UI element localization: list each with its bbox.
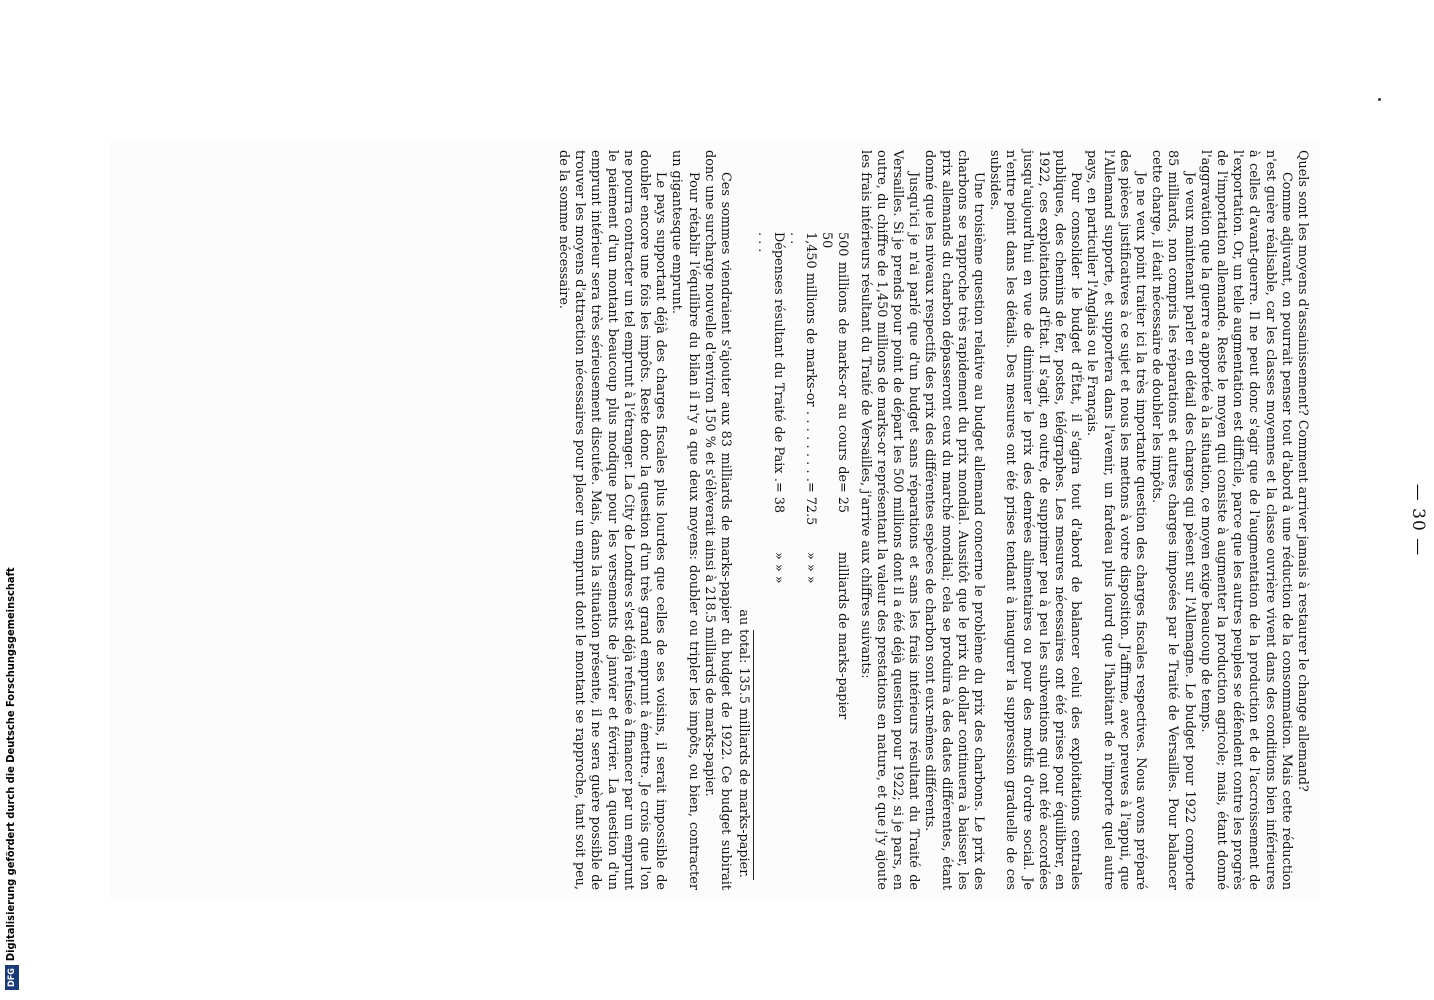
- paragraph: Une troisième question relative au budget allemand concerne le problème du prix des charbons. Le prix des charbons se rapproche très rapidement du prix mondial. Aussitôt que le prix du dollar continuera à baisser, les prix allemands du charbon dépasseront ceux du marché mondial; cela se produira à des dates différentes, étant donné que les niveaux respectifs des prix des différentes espèces de charbon sont eux-mêmes différents.: [922, 150, 986, 890]
- paragraph: Je ne veux point traiter ici la très importante question des charges fiscales respectives. Nous avons préparé des pièces justificatives à ce sujet et nous les mettons à votre disposition. J'affirme, avec preuves à l'appui, que l'Allemand supporte, et supportera dans l'avenir, un fardeau plus lourd que l'habitant de n'importe quel autre pays, en particulier l'Anglais ou le Français.: [1084, 150, 1148, 890]
- calc-value: = 38: [771, 482, 787, 514]
- paragraph: Comme adjuvant, on pourrait penser tout d'abord à une réduction de la consommation. Mais cette réduction n'est guère réalisable, car les classes moyennes et la classe ouvrière vivent dans des conditions bien inférieures à celles d'avant-guerre. Il ne peut donc s'agir que de l'augmentation de la production et de l'accroissement de l'exportation. Or, un telle augmentation est difficile, parce que les autres peuples se défendent contre les progrès de l'importation allemande. Reste le moyen qui consiste à augmenter la production agricole; mais, étant donné l'aggravation que la guerre a apportée à la situation, ce moyen exige beaucoup de temps.: [1197, 150, 1294, 890]
- scanned-page: [110, 140, 1428, 900]
- calc-line: [754, 150, 786, 890]
- paragraph: Pour consolider le budget d'État, il s'agira tout d'abord de balancer celui des exploitations centrales publiques, des chemins de fer, postes, télégraphes. Les mesures nécessaires ont été prises pour équilibrer, en 1922, ces exploitations d'État. Il s'agit, en outre, de supprimer peu à peu les subventions qui ont été accordées jusqu'aujourd'hui en vue de diminuer le prix des denrées alimentaires ou pour des motifs d'ordre social. Je n'entre point dans les détails. Des mesures ont été prises tendant à inaugurer la suppression graduelle de ces subsides.: [987, 150, 1084, 890]
- paragraph: Ces sommes viendraient s'ajouter aux 83 milliards de marks-papier du budget de 1922. Ce budget subirait donc une surcharge nouvelle d'environ 150 % et s'élèverait ainsi à 218.5 milliards de marks-papier.: [701, 150, 734, 890]
- calc-unit: » » »: [803, 552, 819, 584]
- dfg-logo-icon: DFG: [5, 965, 19, 990]
- calc-total: au total: 135.5 milliards de marks-papier.: [736, 609, 752, 878]
- page-body: [110, 140, 1428, 900]
- calc-line: [786, 150, 818, 890]
- calc-unit: milliards de marks-papier: [835, 552, 851, 720]
- paragraph: Le pays supportant déjà des charges fiscales plus lourdes que celles de ses voisins, il serait impossible de doubler encore une fois les impôts. Reste donc la question d'un très grand emprunt à émettre. Je crois que l'on ne pourra contracter un tel emprunt à l'étranger. La City de Londres s'est déjà refusée à financer par un emprunt le paiement d'un montant beaucoup plus modique pour les versements de janvier et février. La question d'un emprunt intérieur sera très sérieusement discutée. Mais, dans la situation présente, il ne sera guère possible de trouver les moyens d'attraction nécessaires pour placer un emprunt dont le montant se rapproche, tant soit peu, de la somme nécessaire.: [556, 150, 669, 890]
- paragraph: Je veux maintenant parler en détail des charges qui pèsent sur l'Allemagne. Le budget pour 1922 comporte 85 milliards, non compris les réparations et autres charges imposées par le Traité de Versailles. Pour balancer cette charge, il était nécessaire de doubler les impôts.: [1149, 150, 1197, 890]
- page-number: — 30 —: [1408, 483, 1428, 557]
- calc-unit: » » »: [771, 552, 787, 584]
- paragraph: Pour rétablir l'équilibre du bilan il n'y a que deux moyens: doubler ou tripler les impôts, ou bien, contracter un gigantesque emprunt.: [669, 150, 701, 890]
- footer-text: Digitalisierung gefördert durch die Deutsche Forschungsgemeinschaft: [4, 567, 17, 962]
- calc-lhs: 1,450 millions de marks-or . . . . . . . . . . .: [787, 232, 819, 482]
- calc-line: [818, 150, 850, 890]
- footer-band: [0, 0, 22, 1000]
- calculation-block: [735, 150, 850, 890]
- funding-footer: [0, 0, 22, 1000]
- calc-value: = 25: [835, 482, 851, 514]
- calc-lhs: 500 millions de marks-or au cours de 50: [819, 232, 851, 482]
- calc-lhs: Dépenses résultant du Traité de Paix . . . .: [755, 232, 787, 482]
- paragraph: Jusqu'ici je n'ai parlé que d'un budget sans réparations et sans les frais intérieurs résultant du Traité de Versailles. Si je prends pour point de départ les 500 millions dont il a été déjà question pour 1922; si je pars, en outre, du chiffre de 1,450 millions de marks-or représentant la valeur des prestations en nature, et que j'y ajoute les frais intérieurs résultant du Traité de Versailles, j'arrive aux chiffres suivants:: [857, 150, 922, 890]
- scan-speck: [1378, 98, 1381, 101]
- paragraph: Quels sont les moyens d'assainissement? Comment arriver jamais à restaurer le change allemand?: [1295, 150, 1310, 792]
- calc-value: = 72.5: [803, 482, 819, 526]
